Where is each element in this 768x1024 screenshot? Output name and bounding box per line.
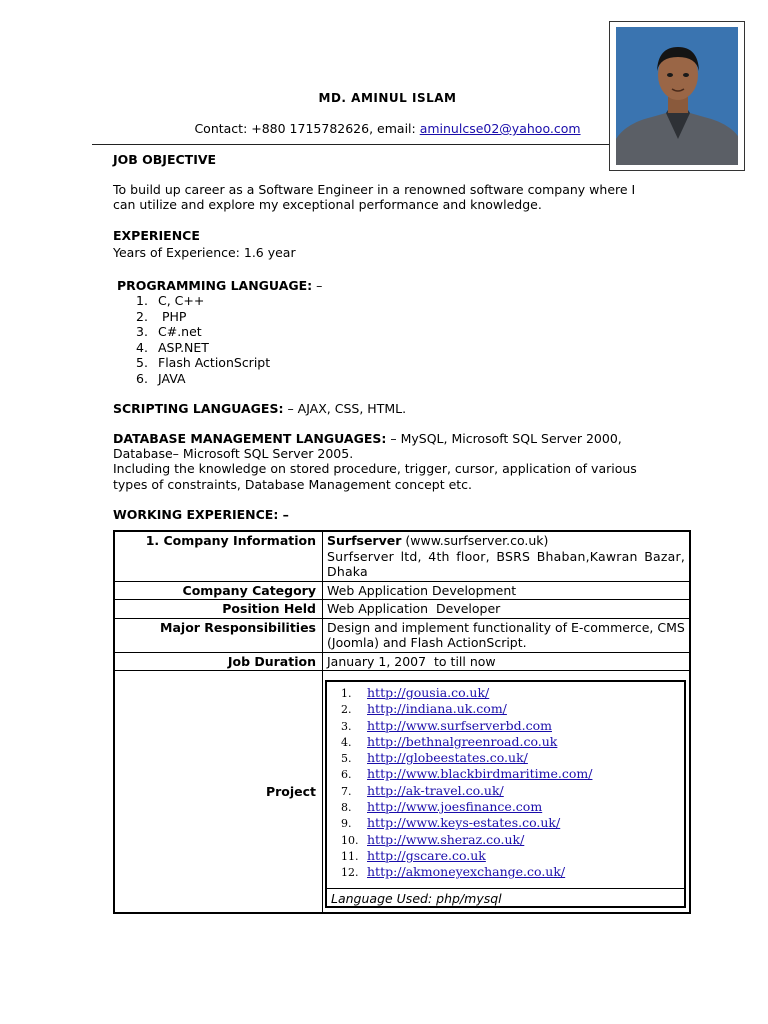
project-list-box: [325, 680, 686, 908]
experience-years: Years of Experience: 1.6 year: [113, 245, 296, 260]
project-link[interactable]: http://gscare.co.uk: [367, 847, 486, 863]
email-link[interactable]: aminulcse02@yahoo.com: [419, 121, 581, 136]
database-heading: DATABASE MANAGEMENT LANGUAGES:: [113, 431, 387, 446]
project-link[interactable]: http://bethnalgreenroad.co.uk: [367, 733, 558, 749]
objective-heading: JOB OBJECTIVE: [113, 152, 217, 167]
database-line-1: [113, 431, 622, 447]
contact-text: Contact: +880 1715782626, email:: [194, 121, 420, 136]
category-value: Web Application Development: [323, 581, 691, 600]
project-link[interactable]: http://globeestates.co.uk/: [367, 750, 528, 766]
database-line-4: types of constraints, Database Management concept etc.: [113, 477, 473, 492]
project-link[interactable]: http://indiana.uk.com/: [367, 701, 507, 717]
company-site: (www.surfserver.co.uk): [401, 533, 549, 548]
programming-list: [136, 293, 270, 386]
responsibilities-value: Design and implement functionality of E-commerce, CMS (Joomla) and Flash ActionScript.: [323, 618, 691, 652]
table-row: [114, 618, 690, 652]
project-link[interactable]: http://www.blackbirdmaritime.com/: [367, 766, 593, 782]
table-row: [114, 531, 690, 581]
list-item: 11. http://gscare.co.uk: [341, 847, 486, 863]
list-item: 1. http://gousia.co.uk/: [341, 685, 490, 700]
programming-heading: PROGRAMMING LANGUAGE:: [117, 278, 313, 293]
list-item: 1. C, C++: [136, 293, 205, 308]
company-address: Surfserver ltd, 4th floor, BSRS Bhaban,Kawran Bazar, Dhaka: [327, 548, 685, 579]
list-item: 6. http://www.blackbirdmaritime.com/: [341, 766, 593, 782]
table-row: [114, 581, 690, 600]
scripting-line: [113, 401, 406, 417]
list-item: 3. C#.net: [136, 324, 202, 339]
scripting-text: – AJAX, CSS, HTML.: [283, 401, 407, 416]
duration-value: January 1, 2007 to till now: [323, 652, 691, 671]
work-experience-table: [113, 530, 691, 914]
database-line-2: Database– Microsoft SQL Server 2005.: [113, 446, 354, 461]
programming-heading-line: [117, 278, 322, 294]
table-row: [114, 652, 690, 671]
company-cell: [323, 531, 691, 581]
list-item: 12. http://akmoneyexchange.co.uk/: [341, 864, 566, 880]
list-item: 7. http://ak-travel.co.uk/: [341, 782, 504, 798]
company-label: 1. Company Information: [114, 531, 323, 581]
project-link[interactable]: http://www.joesfinance.com: [367, 799, 543, 815]
list-item: 9. http://www.keys-estates.co.uk/: [341, 815, 561, 831]
project-label: Project: [114, 671, 323, 914]
person-portrait-icon: [616, 27, 738, 165]
experience-heading: EXPERIENCE: [113, 228, 200, 243]
project-link[interactable]: http://www.keys-estates.co.uk/: [367, 815, 561, 831]
project-link[interactable]: http://www.surfserverbd.com: [367, 717, 552, 733]
list-item: 6. JAVA: [136, 370, 186, 386]
objective-line-2: can utilize and explore my exceptional performance and knowledge.: [113, 197, 542, 212]
list-item: 2. PHP: [136, 308, 187, 324]
position-label: Position Held: [114, 600, 323, 619]
project-list: [327, 682, 684, 888]
responsibilities-label: Major Responsibilities: [114, 618, 323, 652]
list-item: 5. Flash ActionScript: [136, 355, 271, 370]
language-used: Language Used: php/mysql: [327, 888, 684, 907]
project-link[interactable]: http://akmoneyexchange.co.uk/: [367, 864, 566, 880]
table-row: [114, 600, 690, 619]
programming-heading-suffix: –: [312, 278, 323, 293]
profile-photo: [609, 21, 745, 171]
header-divider: [92, 144, 618, 145]
category-label: Company Category: [114, 581, 323, 600]
list-item: 4. http://bethnalgreenroad.co.uk: [341, 733, 558, 749]
company-name: Surfserver: [327, 533, 402, 548]
list-item: 4. ASP.NET: [136, 339, 209, 355]
project-link[interactable]: http://ak-travel.co.uk/: [367, 782, 504, 798]
scripting-heading: SCRIPTING LANGUAGES:: [113, 401, 284, 416]
list-item: 3. http://www.surfserverbd.com: [341, 717, 552, 733]
list-item: 2. http://indiana.uk.com/: [341, 701, 507, 717]
working-heading: WORKING EXPERIENCE: –: [113, 507, 289, 522]
objective-line-1: To build up career as a Software Engineer in a renowned software company where I: [113, 182, 636, 197]
table-row: [114, 671, 690, 914]
project-cell: [323, 671, 691, 914]
list-item: 5. http://globeestates.co.uk/: [341, 750, 528, 766]
database-text: – MySQL, Microsoft SQL Server 2000,: [386, 431, 622, 446]
position-value: Web Application Developer: [323, 600, 691, 619]
candidate-name: MD. AMINUL ISLAM: [318, 91, 457, 105]
list-item: 10. http://www.sheraz.co.uk/: [341, 831, 525, 847]
list-item: 8. http://www.joesfinance.com: [341, 799, 543, 815]
database-line-3: Including the knowledge on stored procedure, trigger, cursor, application of various: [113, 461, 637, 476]
project-link[interactable]: http://www.sheraz.co.uk/: [367, 831, 525, 847]
project-link[interactable]: http://gousia.co.uk/: [367, 685, 490, 700]
duration-label: Job Duration: [114, 652, 323, 671]
